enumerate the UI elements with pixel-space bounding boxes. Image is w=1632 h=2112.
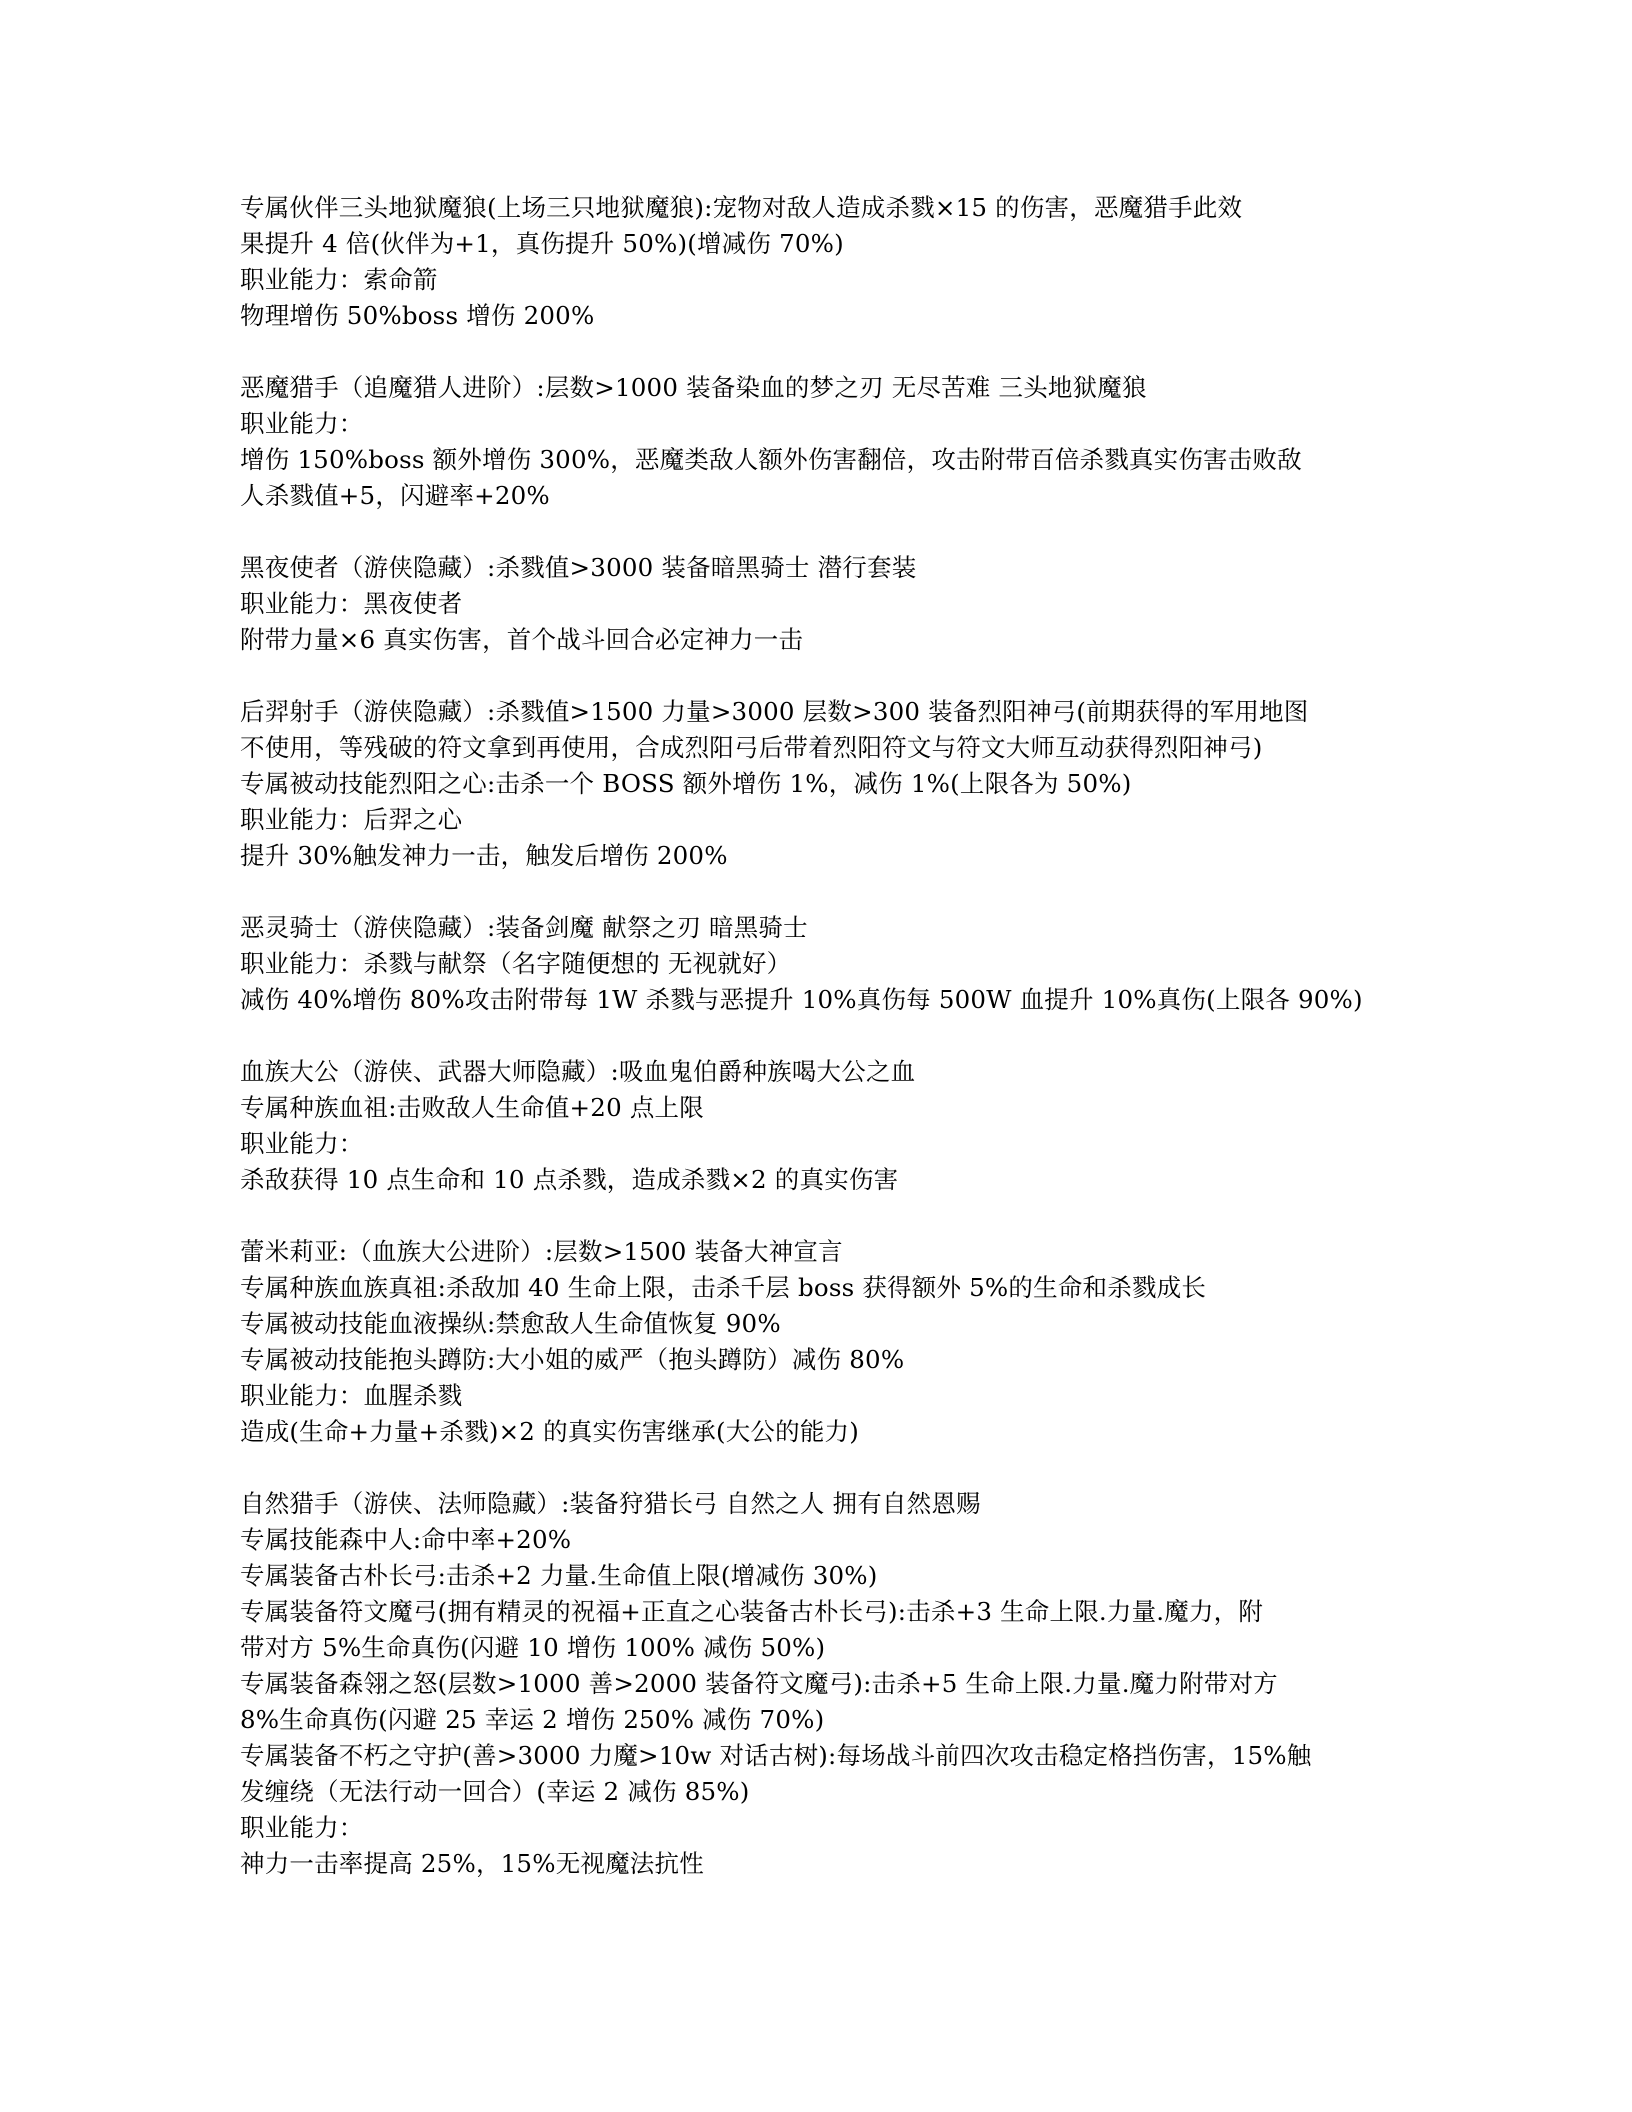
text-line: 增伤 150%boss 额外增伤 300%，恶魔类敌人额外伤害翻倍，攻击附带百倍杀戮真实伤害击败敌 bbox=[240, 445, 1302, 474]
paragraph-gap bbox=[240, 1450, 1390, 1486]
text-line: 专属被动技能烈阳之心:击杀一个 BOSS 额外增伤 1%，减伤 1%(上限各为 50%) bbox=[240, 769, 1132, 798]
text-line: 职业能力：后羿之心 bbox=[240, 805, 463, 834]
paragraph-gap bbox=[240, 874, 1390, 910]
text-line: 血族大公（游侠、武器大师隐藏）:吸血鬼伯爵种族喝大公之血 bbox=[240, 1057, 916, 1086]
paragraph-gap bbox=[240, 514, 1390, 550]
text-line: 自然猎手（游侠、法师隐藏）:装备狩猎长弓 自然之人 拥有自然恩赐 bbox=[240, 1489, 981, 1518]
text-line: 恶魔猎手（追魔猎人进阶）:层数>1000 装备染血的梦之刃 无尽苦难 三头地狱魔狼 bbox=[240, 373, 1147, 402]
text-line: 专属装备古朴长弓:击杀+2 力量.生命值上限(增减伤 30%) bbox=[240, 1561, 878, 1590]
text-line: 专属技能森中人:命中率+20% bbox=[240, 1525, 572, 1554]
text-line: 蕾米莉亚:（血族大公进阶）:层数>1500 装备大神宣言 bbox=[240, 1237, 843, 1266]
text-line: 专属装备森翎之怒(层数>1000 善>2000 装备符文魔弓):击杀+5 生命上限.力量.魔力附带对方 bbox=[240, 1669, 1278, 1698]
text-line: 专属种族血祖:击败敌人生命值+20 点上限 bbox=[240, 1093, 704, 1122]
text-line: 专属装备不朽之守护(善>3000 力魔>10w 对话古树):每场战斗前四次攻击稳定格挡伤害，15%触 bbox=[240, 1741, 1312, 1770]
text-line: 后羿射手（游侠隐藏）:杀戮值>1500 力量>3000 层数>300 装备烈阳神弓(前期获得的军用地图 bbox=[240, 697, 1309, 726]
text-line: 职业能力： bbox=[240, 409, 364, 438]
text-line: 造成(生命+力量+杀戮)×2 的真实伤害继承(大公的能力) bbox=[240, 1417, 859, 1446]
text-line: 专属被动技能抱头蹲防:大小姐的威严（抱头蹲防）减伤 80% bbox=[240, 1345, 905, 1374]
text-line: 职业能力： bbox=[240, 1129, 364, 1158]
text-line: 专属被动技能血液操纵:禁愈敌人生命值恢复 90% bbox=[240, 1309, 781, 1338]
text-line: 神力一击率提高 25%，15%无视魔法抗性 bbox=[240, 1849, 704, 1878]
text-line: 果提升 4 倍(伙伴为+1，真伤提升 50%)(增减伤 70%) bbox=[240, 229, 844, 258]
text-line: 发缠绕（无法行动一回合）(幸运 2 减伤 85%) bbox=[240, 1777, 750, 1806]
paragraph-gap bbox=[240, 658, 1390, 694]
document-body bbox=[240, 190, 1390, 1882]
text-line: 恶灵骑士（游侠隐藏）:装备剑魔 献祭之刃 暗黑骑士 bbox=[240, 913, 808, 942]
text-line: 职业能力：黑夜使者 bbox=[240, 589, 463, 618]
text-line: 人杀戮值+5，闪避率+20% bbox=[240, 481, 550, 510]
text-line: 物理增伤 50%boss 增伤 200% bbox=[240, 301, 595, 330]
text-line: 杀敌获得 10 点生命和 10 点杀戮，造成杀戮×2 的真实伤害 bbox=[240, 1165, 899, 1194]
text-line: 职业能力：杀戮与献祭（名字随便想的 无视就好） bbox=[240, 949, 792, 978]
text-line: 专属伙伴三头地狱魔狼(上场三只地狱魔狼):宠物对敌人造成杀戮×15 的伤害，恶魔猎手此效 bbox=[240, 193, 1243, 222]
text-line: 职业能力：索命箭 bbox=[240, 265, 438, 294]
text-line: 职业能力： bbox=[240, 1813, 364, 1842]
paragraph-gap bbox=[240, 334, 1390, 370]
text-line: 专属装备符文魔弓(拥有精灵的祝福+正直之心装备古朴长弓):击杀+3 生命上限.力量.魔力，附 bbox=[240, 1597, 1264, 1626]
text-line: 附带力量×6 真实伤害，首个战斗回合必定神力一击 bbox=[240, 625, 804, 654]
text-line: 8%生命真伤(闪避 25 幸运 2 增伤 250% 减伤 70%) bbox=[240, 1705, 825, 1734]
paragraph-gap bbox=[240, 1018, 1390, 1054]
text-line: 黑夜使者（游侠隐藏）:杀戮值>3000 装备暗黑骑士 潜行套装 bbox=[240, 553, 917, 582]
text-line: 提升 30%触发神力一击，触发后增伤 200% bbox=[240, 841, 728, 870]
text-line: 专属种族血族真祖:杀敌加 40 生命上限，击杀千层 boss 获得额外 5%的生命和杀戮成长 bbox=[240, 1273, 1207, 1302]
text-line: 带对方 5%生命真伤(闪避 10 增伤 100% 减伤 50%) bbox=[240, 1633, 826, 1662]
text-line: 职业能力：血腥杀戮 bbox=[240, 1381, 463, 1410]
text-line: 减伤 40%增伤 80%攻击附带每 1W 杀戮与恶提升 10%真伤每 500W 血提升 10%真伤(上限各 90%) bbox=[240, 985, 1363, 1014]
text-line: 不使用，等残破的符文拿到再使用，合成烈阳弓后带着烈阳符文与符文大师互动获得烈阳神弓) bbox=[240, 733, 1263, 762]
paragraph-gap bbox=[240, 1198, 1390, 1234]
